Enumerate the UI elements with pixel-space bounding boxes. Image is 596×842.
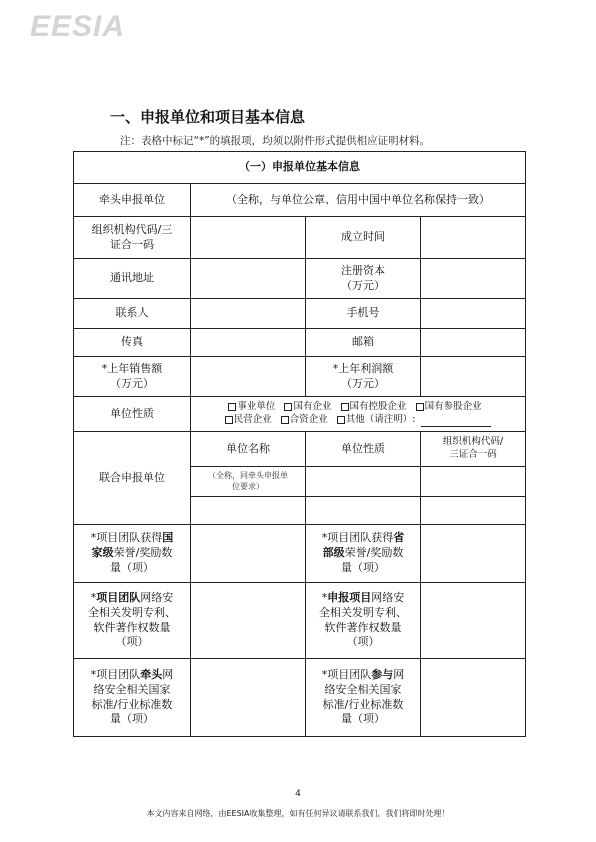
email-field[interactable] — [421, 329, 526, 357]
joint-col-name: 单位名称 — [191, 432, 306, 467]
standards-row — [74, 659, 526, 737]
joint-name-field-1[interactable]: （全称，同牵头申报单 位要求） — [191, 467, 306, 497]
joint-nature-field-1[interactable] — [306, 467, 421, 497]
sales-field[interactable] — [191, 357, 306, 397]
profit-label: *上年利润额 （万元） — [306, 357, 421, 397]
fax-label: 传真 — [74, 329, 191, 357]
address-label: 通讯地址 — [74, 259, 191, 299]
sales-row — [74, 357, 526, 397]
joint-code-field-2[interactable] — [421, 497, 526, 525]
address-field[interactable] — [191, 259, 306, 299]
joint-name-field-2[interactable] — [191, 497, 306, 525]
contact-label: 联系人 — [74, 299, 191, 329]
joint-nature-field-2[interactable] — [306, 497, 421, 525]
mobile-label: 手机号 — [306, 299, 421, 329]
section1-heading: （一）申报单位基本信息 — [74, 152, 526, 184]
form-note: 注：表格中标记“*”的填报项，均须以附件形式提供相应证明材料。 — [120, 135, 431, 147]
page-number: 4 — [295, 789, 301, 799]
project-patents-field[interactable] — [421, 583, 526, 659]
joint-unit-label: 联合申报单位 — [74, 432, 191, 525]
contact-row — [74, 299, 526, 329]
lead-unit-hint: （全称，与单位公章、信用中国中单位名称保持一致） — [226, 192, 490, 206]
lead-unit-row — [74, 184, 526, 217]
team-patents-label: *项目团队网络安 全相关发明专利、 软件著作权数量 （项） — [74, 583, 191, 659]
lead-unit-label: 牵头申报单位 — [74, 184, 191, 217]
checkbox-icon — [284, 403, 292, 411]
nature-option-state-share[interactable]: 国有参股企业 — [416, 401, 482, 412]
joint-col-nature: 单位性质 — [306, 432, 421, 467]
nature-option-institution[interactable]: 事业单位 — [228, 401, 275, 412]
capital-label: 注册资本 （万元） — [306, 259, 421, 299]
checkbox-icon — [416, 403, 424, 411]
profit-field[interactable] — [421, 357, 526, 397]
mobile-field[interactable] — [421, 299, 526, 329]
join-standards-field[interactable] — [421, 659, 526, 737]
team-patents-field[interactable] — [191, 583, 306, 659]
nature-option-state-holding[interactable]: 国有控股企业 — [341, 401, 407, 412]
established-label: 成立时间 — [306, 217, 421, 259]
org-code-label: 组织机构代码/三 证合一码 — [74, 217, 191, 259]
section-header-row — [74, 152, 526, 184]
nature-option-state-owned[interactable]: 国有企业 — [284, 401, 331, 412]
checkbox-icon — [228, 403, 236, 411]
contact-field[interactable] — [191, 299, 306, 329]
checkbox-icon — [225, 416, 233, 424]
joint-header-row — [74, 432, 526, 467]
nature-row — [74, 397, 526, 432]
joint-col-code: 组织机构代码/ 三证合一码 — [421, 432, 526, 467]
footer-disclaimer: 本文内容来自网络，由EESIA收集整理，如有任何异议请联系我们，我们将即时处理！ — [146, 809, 450, 818]
sales-label: *上年销售额 （万元） — [74, 357, 191, 397]
address-row — [74, 259, 526, 299]
joint-code-field-1[interactable] — [421, 467, 526, 497]
fax-row — [74, 329, 526, 357]
eesia-logo: EESIA — [30, 10, 126, 43]
nature-option-other[interactable]: 其他（请注明）: — [337, 414, 416, 425]
nature-options — [191, 397, 526, 432]
capital-field[interactable] — [421, 259, 526, 299]
nature-option-joint-venture[interactable]: 合资企业 — [281, 414, 328, 425]
org-code-field[interactable] — [191, 217, 306, 259]
lead-standards-label: *项目团队牵头网 络安全相关国家 标准/行业标准数 量（项） — [74, 659, 191, 737]
project-patents-label: *申报项目网络安 全相关发明专利、 软件著作权数量 （项） — [306, 583, 421, 659]
nature-option-private[interactable]: 民营企业 — [225, 414, 272, 425]
join-standards-label: *项目团队参与网 络安全相关国家 标准/行业标准数 量（项） — [306, 659, 421, 737]
email-label: 邮箱 — [306, 329, 421, 357]
nature-label: 单位性质 — [74, 397, 191, 432]
fax-field[interactable] — [191, 329, 306, 357]
checkbox-icon — [281, 416, 289, 424]
checkbox-icon — [337, 416, 345, 424]
lead-standards-field[interactable] — [191, 659, 306, 737]
section-title: 一、申报单位和项目基本信息 — [110, 108, 306, 126]
established-field[interactable] — [421, 217, 526, 259]
nature-other-input[interactable] — [421, 416, 491, 427]
patent-row — [74, 583, 526, 659]
provincial-award-label: *项目团队获得省 部级荣誉/奖励数 量（项） — [306, 525, 421, 583]
org-code-row — [74, 217, 526, 259]
checkbox-icon — [341, 403, 349, 411]
applicant-info-table — [73, 151, 526, 737]
national-award-label: *项目团队获得国 家级荣誉/奖励数 量（项） — [74, 525, 191, 583]
award-row — [74, 525, 526, 583]
lead-unit-field[interactable] — [191, 184, 526, 217]
national-award-field[interactable] — [191, 525, 306, 583]
provincial-award-field[interactable] — [421, 525, 526, 583]
